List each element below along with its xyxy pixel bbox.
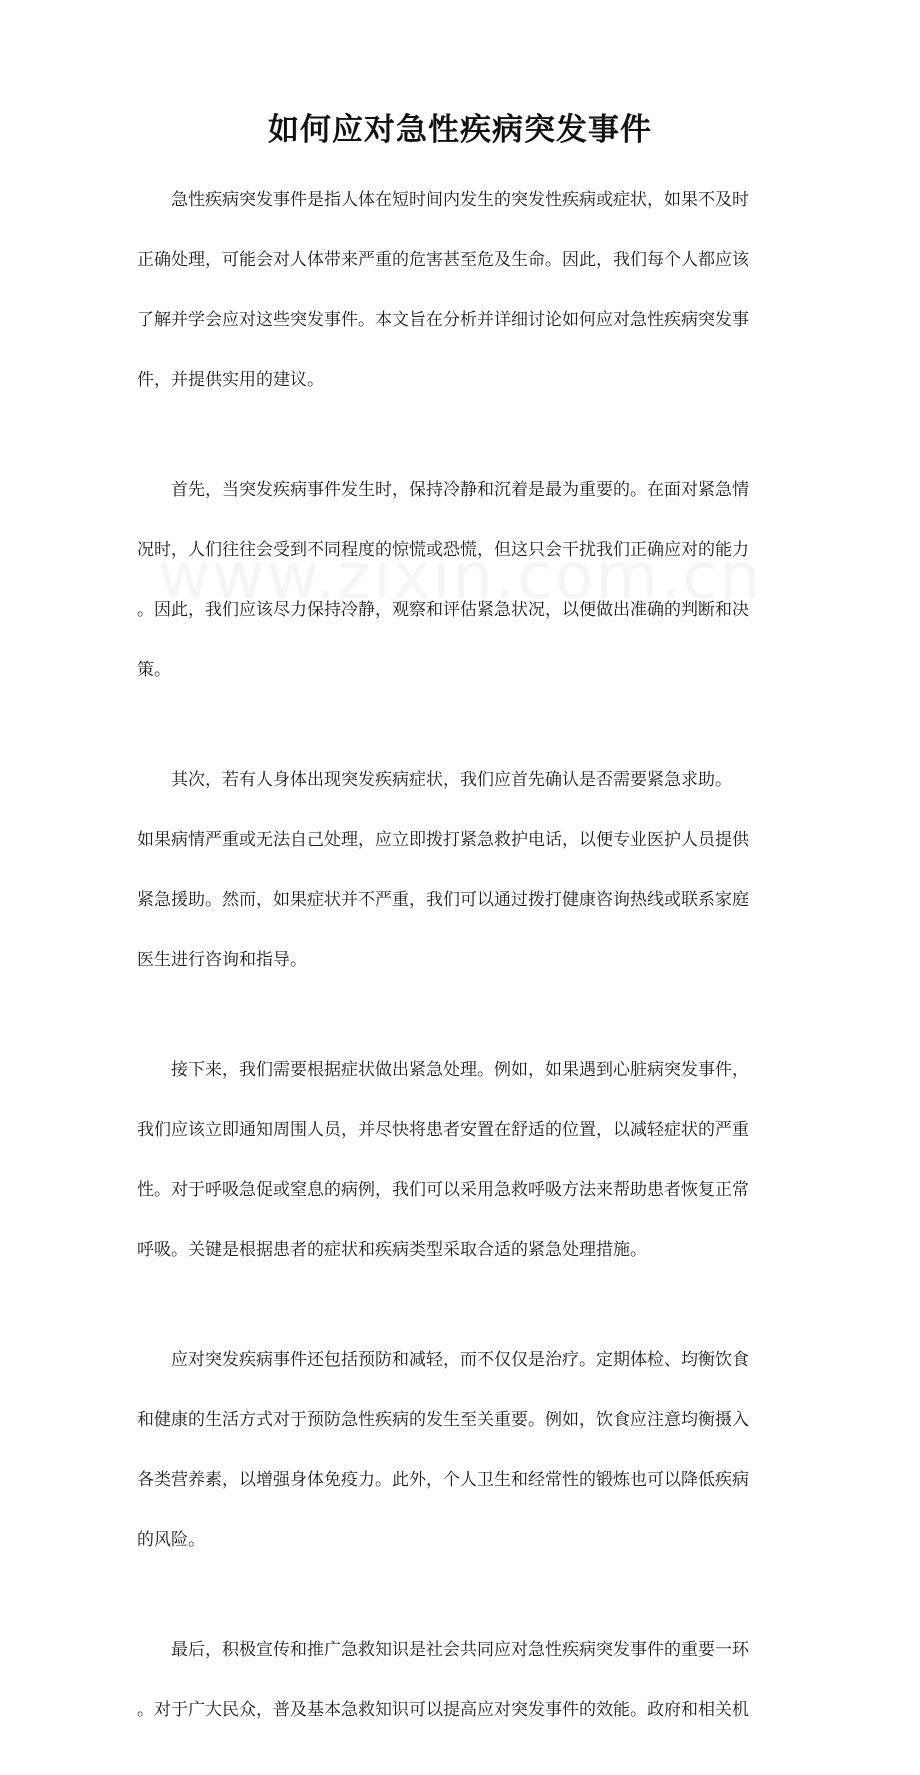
paragraph-3 bbox=[137, 735, 785, 1005]
paragraph-line: 最后，积极宣传和推广急救知识是社会共同应对急性疾病突发事件的重要一环 bbox=[171, 1640, 749, 1660]
paragraph-line: 首先，当突发疾病事件发生时，保持冷静和沉着是最为重要的。在面对紧急情 bbox=[171, 480, 749, 500]
paragraph-line: 况时，人们往往会受到不同程度的惊慌或恐慌，但这只会干扰我们正确应对的能力 bbox=[137, 540, 749, 560]
paragraph-line: 紧急援助。然而，如果症状并不严重，我们可以通过拨打健康咨询热线或联系家庭 bbox=[137, 890, 749, 910]
paragraph-4 bbox=[137, 1025, 785, 1295]
paragraph-6 bbox=[137, 1605, 785, 1755]
paragraph-line: 件，并提供实用的建议。 bbox=[137, 370, 324, 390]
paragraph-line: 呼吸。关键是根据患者的症状和疾病类型采取合适的紧急处理措施。 bbox=[137, 1240, 647, 1260]
paragraph-line: 。对于广大民众，普及基本急救知识可以提高应对突发事件的效能。政府和相关机 bbox=[137, 1700, 749, 1720]
document-title: 如何应对急性疾病突发事件 bbox=[268, 112, 652, 148]
paragraph-line: 急性疾病突发事件是指人体在短时间内发生的突发性疾病或症状，如果不及时 bbox=[171, 190, 749, 210]
paragraph-line: 我们应该立即通知周围人员，并尽快将患者安置在舒适的位置，以减轻症状的严重 bbox=[137, 1120, 749, 1140]
paragraph-line: 了解并学会应对这些突发事件。本文旨在分析并详细讨论如何应对急性疾病突发事 bbox=[137, 310, 749, 330]
paragraph-line: 接下来，我们需要根据症状做出紧急处理。例如，如果遇到心脏病突发事件， bbox=[171, 1060, 749, 1080]
paragraph-line: 。因此，我们应该尽力保持冷静，观察和评估紧急状况，以便做出准确的判断和决 bbox=[137, 600, 749, 620]
paragraph-line: 应对突发疾病事件还包括预防和减轻，而不仅仅是治疗。定期体检、均衡饮食 bbox=[171, 1350, 749, 1370]
paragraph-line: 其次，若有人身体出现突发疾病症状，我们应首先确认是否需要紧急求助。 bbox=[171, 770, 732, 790]
paragraph-line: 如果病情严重或无法自己处理，应立即拨打紧急救护电话，以便专业医护人员提供 bbox=[137, 830, 749, 850]
paragraph-line: 的风险。 bbox=[137, 1530, 205, 1550]
paragraph-2 bbox=[137, 445, 785, 715]
paragraph-line: 正确处理，可能会对人体带来严重的危害甚至危及生命。因此，我们每个人都应该 bbox=[137, 250, 749, 270]
paragraph-line: 各类营养素，以增强身体免疫力。此外，个人卫生和经常性的锻炼也可以降低疾病 bbox=[137, 1470, 749, 1490]
paragraph-1 bbox=[137, 155, 785, 425]
paragraph-line: 性。对于呼吸急促或窒息的病例，我们可以采用急救呼吸方法来帮助患者恢复正常 bbox=[137, 1180, 749, 1200]
paragraph-line: 医生进行咨询和指导。 bbox=[137, 950, 307, 970]
paragraph-line: 策。 bbox=[137, 660, 171, 680]
paragraph-line: 和健康的生活方式对于预防急性疾病的发生至关重要。例如，饮食应注意均衡摄入 bbox=[137, 1410, 749, 1430]
paragraph-5 bbox=[137, 1315, 785, 1585]
document-body bbox=[137, 155, 785, 1775]
